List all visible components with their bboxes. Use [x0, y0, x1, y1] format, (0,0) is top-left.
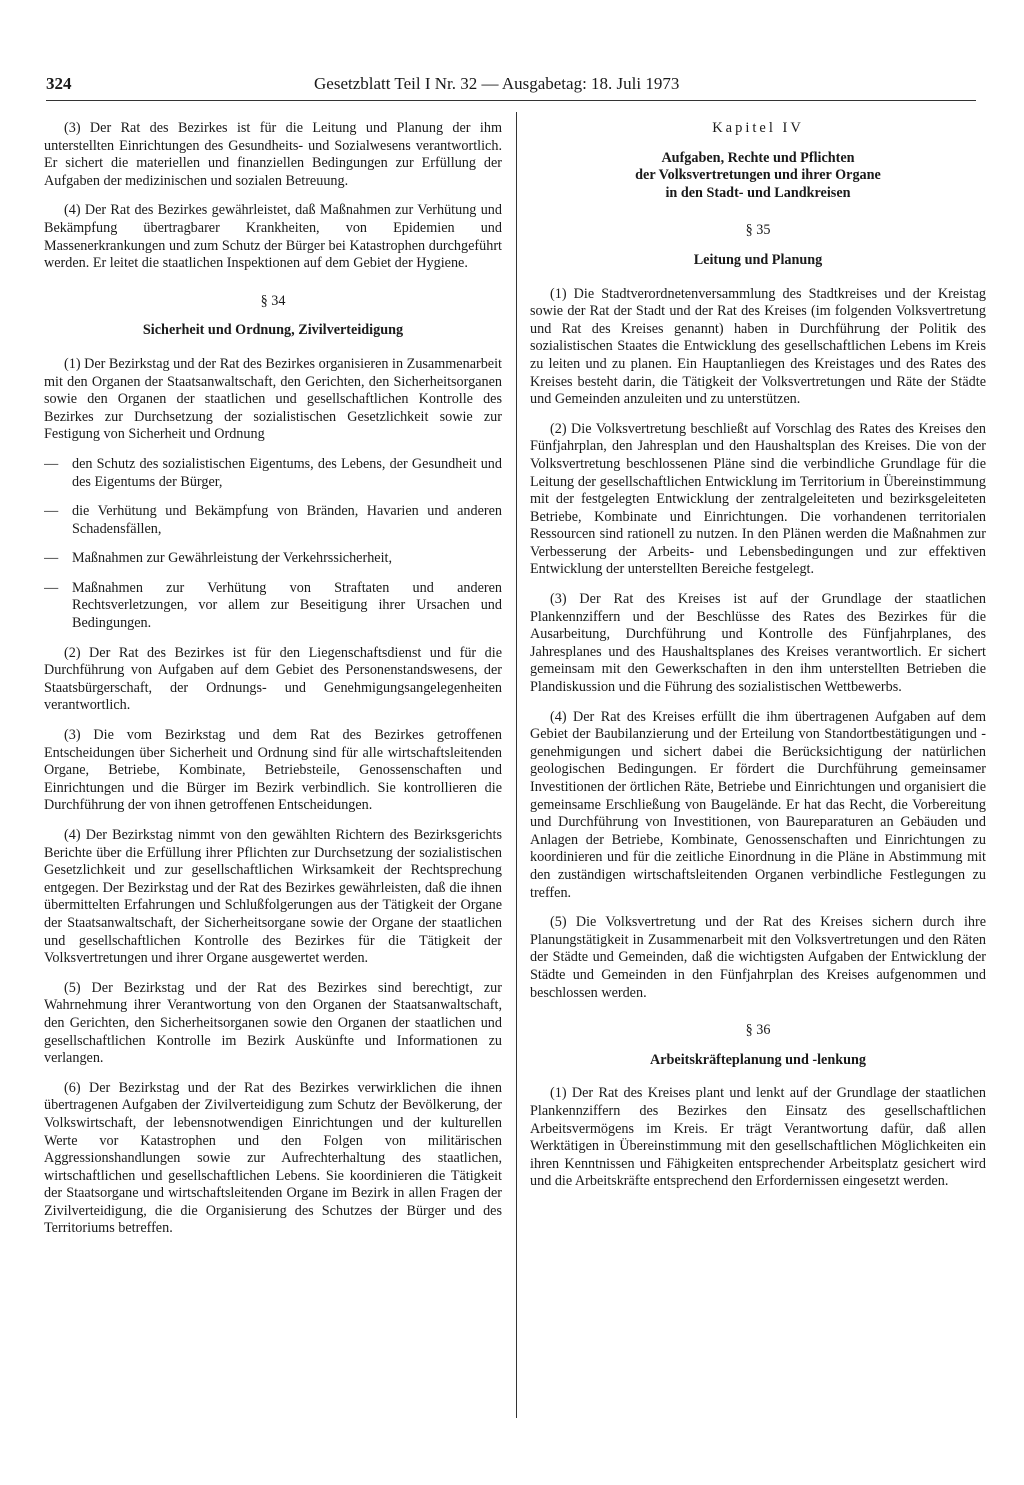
list-item-text: den Schutz des sozialistischen Eigentums, des Lebens, der Gesundheit und des Eigentums der Bürger, — [72, 455, 502, 490]
left-column — [44, 120, 502, 1420]
chapter-title-line: in den Stadt- und Landkreisen — [665, 184, 851, 201]
running-header: Gesetzblatt Teil I Nr. 32 — Ausgabetag: 18. Juli 1973 — [314, 74, 680, 93]
list-item — [44, 550, 502, 568]
dash-bullet: — — [44, 579, 59, 596]
list-item — [44, 503, 502, 538]
dash-bullet: — — [44, 550, 59, 567]
paragraph: (3) Die vom Bezirkstag und dem Rat des Bezirkes getroffenen Entscheidungen über Sicherheit und Ordnung sind für alle wirtschaftsleitenden Organe, Betriebe, Kombinate, Betriebsteile, Genossenschaften und Einrichtungen und die Bürger im Bezirk verbindlich. Sie kontrollieren die Durchführung der von ihnen getroffenen Entscheidungen. — [44, 727, 502, 814]
chapter-label: Kapitel IV — [712, 120, 804, 136]
section-number: § 36 — [745, 1022, 771, 1039]
paragraph: (4) Der Rat des Bezirkes gewährleistet, daß Maßnahmen zur Verhütung und Bekämpfung übertragbarer Krankheiten, von Epidemien und Massenerkrankungen und zum Schutz der Bürger bei Katastrophen durchgeführt werden. Er leitet die staatlichen Inspektionen auf dem Gebiet der Hygiene. — [44, 202, 502, 272]
paragraph: (1) Der Rat des Kreises plant und lenkt auf der Grundlage der staatlichen Plankennziffern des Bezirkes den Einsatz des gesellschaftlichen Arbeitsvermögens im Kreis. Er trägt Verantwortung dafür, daß allen Werktätigen in Übereinstimmung mit den gesellschaftlichen Möglichkeiten ein ihren Kenntnissen und Fähigkeiten entsprechender Arbeitsplatz gesichert wird und die Arbeitskräfte entsprechend den Erfordernissen eingesetzt werden. — [530, 1085, 986, 1190]
column-divider — [516, 112, 517, 1418]
list-item-text: Maßnahmen zur Gewährleistung der Verkehrssicherheit, — [72, 550, 393, 567]
chapter-title-line: der Volksvertretungen und ihrer Organe — [635, 167, 881, 184]
section-title: Sicherheit und Ordnung, Zivilverteidigung — [142, 322, 404, 339]
list-item — [44, 456, 502, 491]
section-title: Leitung und Planung — [693, 251, 823, 268]
paragraph: (4) Der Bezirkstag nimmt von den gewählten Richtern des Bezirksgerichts Berichte über die Erfüllung ihrer Pflichten zur Durchsetzung der sozialistischen Gesetzlichkeit und zur gesellschaftlichen Wirksamkeit der Rechtsprechung entgegen. Der Bezirkstag und der Rat des Bezirkes gewährleisten, daß die ihnen übermittelten Erfahrungen und Schlußfolgerungen aus der Tätigkeit der Organe der Staatsanwaltschaft, der Sicherheitsorgane sowie der Organe der staatlichen und gesellschaftlichen Kontrolle des Bezirkes für die Tätigkeit der Volksvertretungen und ihrer Organe ausgewertet werden. — [44, 827, 502, 967]
list-item-text: Maßnahmen zur Verhütung von Straftaten und anderen Rechtsverletzungen, vor allem zur Beseitigung ihrer Ursachen und Bedingungen. — [72, 579, 502, 632]
paragraph: (5) Der Bezirkstag und der Rat des Bezirkes sind berechtigt, zur Wahrnehmung ihrer Verantwortung von den Organen der Staatsanwaltschaft, den Gerichten, den Sicherheitsorganen sowie den Organen der staatlichen und gesellschaftlichen Kontrolle im Bezirk Auskünfte und Informationen zu verlangen. — [44, 979, 502, 1067]
dash-bullet: — — [44, 455, 59, 472]
section-number: § 35 — [745, 222, 771, 239]
paragraph: (2) Die Volksvertretung beschließt auf Vorschlag des Rates des Kreises den Fünfjahrplan, den Jahresplan und den Haushaltsplan des Kreises. Die von der Volksvertretung beschlossenen Pläne sind die verbindliche Grundlage für die Leitung der gesellschaftlichen Entwicklung im Territorium in Übereinstimmung mit der festgelegten Entwicklung der zentralgeleiteten und bezirksgeleiteten Betriebe, Kombinate und Einrichtungen. Die vorhandenen territorialen Ressourcen sind rationell zu nutzen. In den Plänen werden die Maßnahmen zur Verbesserung der Arbeits- und Lebensbedingungen und zur effektiven Entwicklung der unterstellten Bereiche festgelegt. — [530, 420, 986, 578]
list-item — [44, 580, 502, 633]
chapter-title — [530, 150, 986, 203]
dash-list — [44, 456, 502, 633]
section-number: § 34 — [260, 292, 286, 309]
paragraph: (6) Der Bezirkstag und der Rat des Bezirkes verwirklichen die ihnen übertragenen Aufgaben der Zivilverteidigung zum Schutz der Bevölkerung, der Volkswirtschaft, der lebensnotwendigen Einrichtungen und der kulturellen Werte vor Katastrophen und den Folgen von militärischen Aggressionshandlungen sowie zur Aufrechterhaltung des staatlichen, wirtschaftlichen und gesellschaftlichen Lebens. Sie koordinieren die Tätigkeit der Staatsorgane und wirtschaftsleitenden Organe im Bezirk in allen Fragen der Zivilverteidigung, die die Organisierung des Schutzes der Bürger und des Territoriums betreffen. — [44, 1079, 502, 1237]
paragraph: (1) Die Stadtverordnetenversammlung des Stadtkreises und der Kreistag sowie der Rat der Stadt und der Rat des Kreises (im folgenden Volksvertretung und Rat des Kreises genannt) haben in Durchführung der Politik des sozialistischen Staates die Entwicklung des gesellschaftlichen Lebens im Kreis zu leiten und zu planen. Ein Hauptanliegen des Kreistages und des Rates des Kreises besteht darin, die Tätigkeit der Volksvertretungen und Räte der Städte und Gemeinden anzuleiten und zu unterstützen. — [530, 285, 986, 408]
page-header — [46, 74, 976, 101]
paragraph: (4) Der Rat des Kreises erfüllt die ihm übertragenen Aufgaben auf dem Gebiet der Baubilanzierung und der Erteilung von Standortbestätigungen und -genehmigungen und sichert dabei die Berücksichtigung der natürlichen geologischen Bedingungen. Er fördert die Durchführung gemeinsamer Investitionen der örtlichen Räte, Betriebe und Einrichtungen und organisiert die gemeinsame Erschließung von Baugelände. Er hat das Recht, die Vorbereitung und Durchführung von Investitionen, von Baureparaturen an Gebäuden und Anlagen der Betriebe, Kombinate, Genossenschaften und Einrichtungen zu koordinieren und für die zeitliche Einordnung in die Pläne in Abstimmung mit den zuständigen wirtschaftsleitenden Organen verbindliche Festlegungen zu treffen. — [530, 708, 986, 901]
section-title: Arbeitskräfteplanung und -lenkung — [649, 1051, 867, 1068]
paragraph: (3) Der Rat des Kreises ist auf der Grundlage der staatlichen Plankennziffern und der Beschlüsse des Rates des Bezirkes für die Ausarbeitung, Durchführung und Kontrolle des Fünfjahrplanes, des Jahresplanes und des Haushaltsplanes des Kreises verantwortlich. Er sichert gemeinsam mit den Gewerkschaften in den ihm unterstellten Betrieben die Plandiskussion und die Führung des sozialistischen Wettbewerbs. — [530, 591, 986, 696]
paragraph: (2) Der Rat des Bezirkes ist für den Liegenschaftsdienst und für die Durchführung von Aufgaben auf dem Gebiet des Personenstandswesens, der Staatsbürgerschaft, der Ordnungs- und Genehmigungsangelegenheiten verantwortlich. — [44, 644, 502, 714]
dash-bullet: — — [44, 503, 59, 520]
list-item-text: die Verhütung und Bekämpfung von Bränden, Havarien und anderen Schadensfällen, — [72, 503, 502, 537]
paragraph: (5) Die Volksvertretung und der Rat des Kreises sichern durch ihre Planungstätigkeit in Zusammenarbeit mit den Volksvertretungen und den Räten der Städte und Gemeinden, daß die wichtigsten Aufgaben der Entwicklung der Städte und Gemeinden in den Fünfjahrplan des Kreises aufgenommen und beschlossen werden. — [530, 914, 986, 1001]
page-number: 324 — [46, 74, 72, 93]
right-column — [530, 120, 986, 1420]
chapter-title-line: Aufgaben, Rechte und Pflichten — [661, 149, 855, 166]
paragraph: (1) Der Bezirkstag und der Rat des Bezirkes organisieren in Zusammenarbeit mit den Organen der Staatsanwaltschaft, den Gerichten, den Sicherheitsorganen sowie den Organen der staatlichen und gesellschaftlichen Kontrolle des Bezirkes zur Durchsetzung der sozialistischen Gesetzlichkeit sowie zur Festigung von Sicherheit und Ordnung — [44, 355, 502, 443]
paragraph: (3) Der Rat des Bezirkes ist für die Leitung und Planung der ihm unterstellten Einrichtungen des Gesundheits- und Sozialwesens verantwortlich. Er sichert die materiellen und finanziellen Bedingungen zur Erfüllung der Aufgaben der medizinischen und sozialen Betreuung. — [44, 120, 502, 189]
